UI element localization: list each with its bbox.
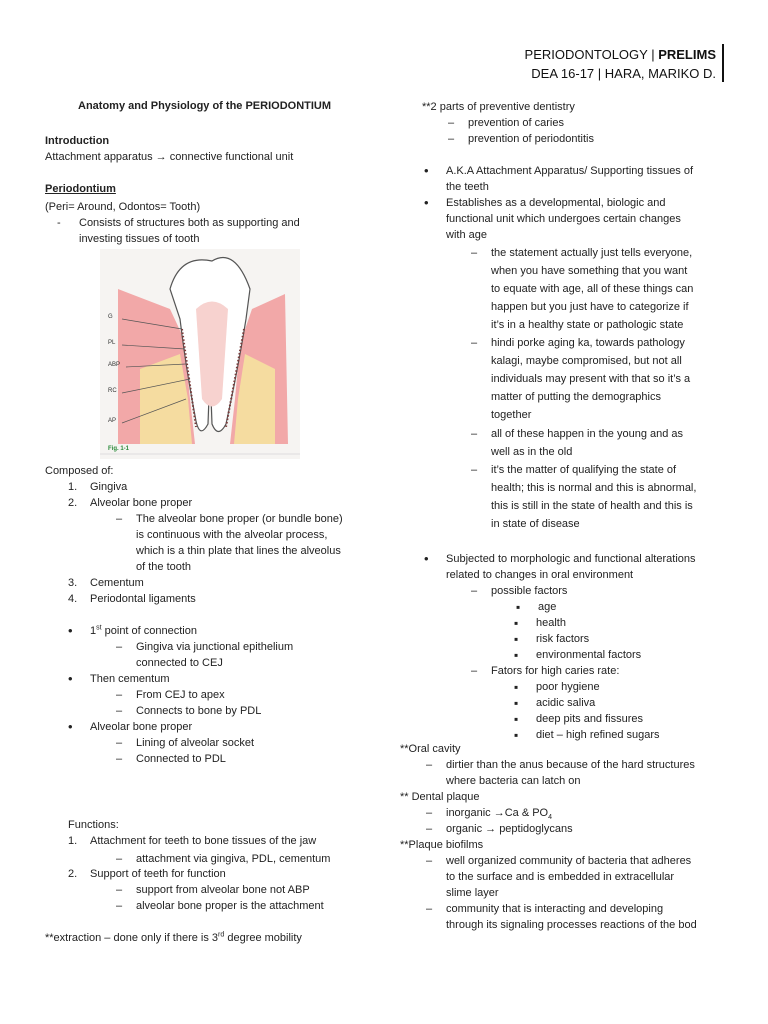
abp-note-1: – The alveolar bone proper (or bundle bone) — [136, 511, 343, 527]
periodontium-desc-2: investing tissues of tooth — [79, 233, 200, 245]
tooth-diagram — [100, 249, 300, 459]
est-sub-2-5: together — [491, 409, 532, 421]
est-sub-2-2: kalagi, maybe compromised, but not all — [491, 355, 682, 367]
alveolar-sub-2: – Connected to PDL — [136, 751, 226, 767]
factor-environmental: ▪ environmental factors — [536, 647, 641, 663]
preventive-item-2: – prevention of periodontitis — [468, 131, 594, 147]
factor-risk: ▪ risk factors — [536, 631, 589, 647]
periodontium-etymology: (Peri= Around, Odontos= Tooth) — [45, 201, 201, 213]
subjected-line-2: related to changes in oral environment — [446, 569, 634, 581]
caries-saliva: ▪ acidic saliva — [536, 695, 595, 711]
abp-note-3: which is a thin plate that lines the alveolus — [136, 545, 341, 557]
composed-heading: Composed of: — [45, 465, 114, 477]
est-sub-2-3: individuals may present with that so it’s a — [491, 373, 691, 385]
caries-diet: ▪ diet – high refined sugars — [536, 727, 660, 743]
function-1-sub-1: – attachment via gingiva, PDL, cementum — [136, 851, 330, 867]
abp-note-2: is continuous with the alveolar process, — [136, 529, 328, 541]
label-abp: ABP — [108, 362, 121, 368]
periodontium-desc-1: - Consists of structures both as supporting and — [79, 215, 300, 231]
figure-caption: Fig. 1-1 — [108, 446, 130, 452]
header-line-1 — [525, 45, 716, 64]
label-g: G — [108, 314, 113, 320]
course-name: PERIODONTOLOGY | — [524, 47, 659, 62]
oral-cavity-1: – dirtier than the anus because of the hard structures — [446, 757, 695, 773]
est-sub-1-3: to equate with age, all of these things can — [491, 283, 694, 295]
function-1: 1. Attachment for teeth to bone tissues of the jaw — [68, 835, 317, 847]
oral-cavity-heading: **Oral cavity — [400, 743, 461, 755]
est-sub-4-4: in state of disease — [491, 518, 580, 530]
functions-heading: Functions: — [68, 819, 119, 831]
cementum-sub-2: – Connects to bone by PDL — [136, 703, 261, 719]
factor-age: ▪ age — [538, 599, 556, 615]
aka-line-2: the teeth — [446, 181, 489, 193]
label-ap: AP — [108, 418, 117, 424]
biofilm-1-2: to the surface and is embedded in extracellular — [446, 871, 675, 883]
factor-health: ▪ health — [536, 615, 566, 631]
est-sub-4-1: – it’s the matter of qualifying the state of — [491, 462, 676, 478]
aka-line-1: • A.K.A Attachment Apparatus/ Supporting tissues of — [446, 163, 693, 179]
caries-hygiene: ▪ poor hygiene — [536, 679, 600, 695]
composed-item-3: 3. Cementum — [68, 577, 144, 589]
possible-factors: – possible factors — [491, 583, 567, 599]
est-sub-1-4: happen but you just have to categorize if — [491, 301, 689, 313]
est-sub-1-2: when you have something that you want — [491, 265, 688, 277]
est-sub-1-1: – the statement actually just tells everyone, — [491, 245, 692, 261]
alveolar-bone-proper: • Alveolar bone proper — [90, 719, 192, 735]
function-2: 2. Support of teeth for function — [68, 868, 226, 880]
est-sub-2-1: – hindi porke aging ka, towards pathology — [491, 335, 685, 351]
est-sub-3-1: – all of these happen in the young and as — [491, 426, 683, 442]
tooth-figure — [100, 249, 300, 459]
abp-note-4: of the tooth — [136, 561, 192, 573]
then-cementum: • Then cementum — [90, 671, 169, 687]
est-sub-4-3: this is still in the state of health and this is — [491, 500, 693, 512]
est-sub-1-5: it’s in a healthy state or pathologic state — [491, 319, 684, 331]
establishes-line-3: with age — [446, 229, 487, 241]
caries-pits: ▪ deep pits and fissures — [536, 711, 643, 727]
preventive-heading: **2 parts of preventive dentistry — [422, 101, 575, 113]
dental-plaque-heading: ** Dental plaque — [400, 791, 480, 803]
biofilm-2-1: – community that is interacting and developing — [446, 901, 663, 917]
establishes-line-2: functional unit which undergoes certain changes — [446, 213, 681, 225]
est-sub-3-2: well as in the old — [491, 446, 573, 458]
biofilm-1-1: – well organized community of bacteria that adheres — [446, 853, 691, 869]
intro-text: Attachment apparatus → connective functional unit — [45, 151, 294, 163]
fators-caries: – Fators for high caries rate: — [491, 663, 619, 679]
biofilm-1-3: slime layer — [446, 887, 499, 899]
alveolar-sub-1: – Lining of alveolar socket — [136, 735, 254, 751]
preventive-item-1: – prevention of caries — [468, 115, 564, 131]
subjected-line-1: • Subjected to morphologic and functional alterations — [446, 551, 696, 567]
plaque-organic: – organic → peptidoglycans — [446, 821, 573, 837]
label-pl: PL — [108, 340, 116, 346]
function-2-sub-2: – alveolar bone proper is the attachment — [136, 898, 324, 914]
header-line-2: DEA 16-17 | HARA, MARIKO D. — [531, 66, 716, 81]
composed-item-4: 4. Periodontal ligaments — [68, 593, 196, 605]
oral-cavity-2: where bacteria can latch on — [446, 775, 581, 787]
function-2-sub-1: – support from alveolar bone not ABP — [136, 882, 310, 898]
establishes-line-1: • Establishes as a developmental, biologic and — [446, 195, 666, 211]
composed-item-1: 1. Gingiva — [68, 481, 128, 493]
exam-name: PRELIMS — [658, 47, 716, 62]
first-point-sub-1: – Gingiva via junctional epithelium — [136, 639, 293, 655]
label-rc: RC — [108, 388, 117, 394]
extraction-note: **extraction – done only if there is 3rd degree mobility — [45, 931, 302, 944]
composed-item-2: 2. Alveolar bone proper — [68, 497, 193, 509]
est-sub-2-4: matter of putting the demographics — [491, 391, 661, 403]
first-point: • 1st point of connection — [90, 623, 197, 639]
biofilm-2-2: through its signaling processes reactions of the bod — [446, 919, 697, 931]
plaque-biofilms-heading: **Plaque biofilms — [400, 839, 484, 851]
intro-heading: Introduction — [45, 135, 110, 147]
periodontium-heading: Periodontium — [45, 183, 116, 195]
est-sub-4-2: health; this is normal and this is abnormal, — [491, 482, 697, 494]
header-divider — [722, 44, 724, 82]
document-title: Anatomy and Physiology of the PERIODONTIUM — [78, 100, 332, 112]
plaque-inorganic: – inorganic →Ca & $PO_4$ — [446, 805, 552, 821]
cementum-sub-1: – From CEJ to apex — [136, 687, 225, 703]
first-point-sub-2: connected to CEJ — [136, 657, 223, 669]
